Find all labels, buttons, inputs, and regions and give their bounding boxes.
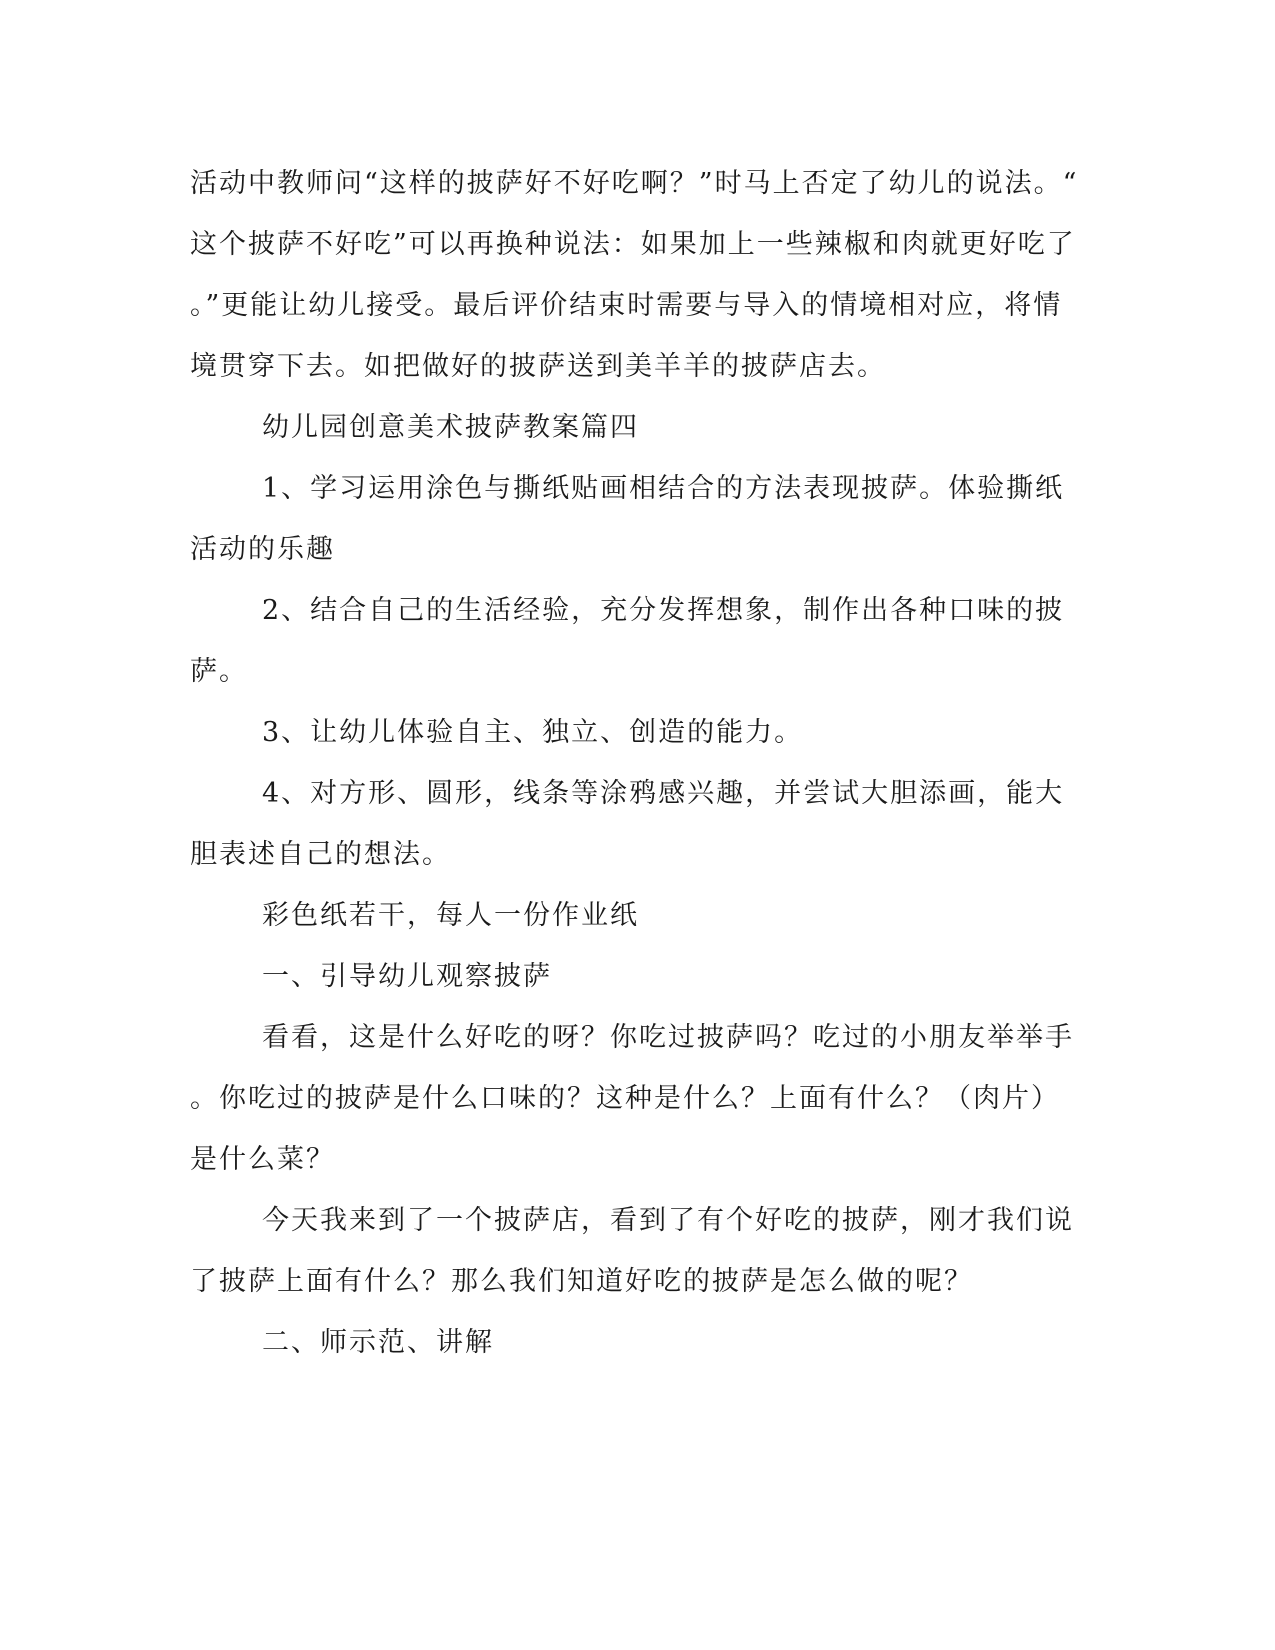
- text-line: 活动的乐趣: [190, 534, 335, 565]
- text-line: 2、结合自己的生活经验，充分发挥想象，制作出各种口味的披: [262, 595, 1065, 626]
- text-line: 。你吃过的披萨是什么口味的？这种是什么？上面有什么？（肉片）: [190, 1083, 1060, 1114]
- text-line: 胆表述自己的想法。: [190, 839, 451, 870]
- text-line: 彩色纸若干，每人一份作业纸: [262, 900, 639, 931]
- text-line: 。”更能让幼儿接受。最后评价结束时需要与导入的情境相对应，将情: [190, 290, 1063, 321]
- text-line: 萨。: [190, 656, 248, 687]
- text-line: 3、让幼儿体验自主、独立、创造的能力。: [262, 717, 804, 748]
- text-line: 活动中教师问“这样的披萨好不好吃啊？”时马上否定了幼儿的说法。“: [190, 168, 1079, 199]
- text-line: 了披萨上面有什么？那么我们知道好吃的披萨是怎么做的呢？: [190, 1266, 973, 1297]
- text-line: 二、师示范、讲解: [262, 1327, 494, 1358]
- text-line: 看看，这是什么好吃的呀？你吃过披萨吗？吃过的小朋友举举手: [262, 1022, 1074, 1053]
- text-line: 是什么菜？: [190, 1144, 335, 1175]
- text-line: 一、引导幼儿观察披萨: [262, 961, 552, 992]
- text-line: 1、学习运用涂色与撕纸贴画相结合的方法表现披萨。体验撕纸: [262, 473, 1065, 504]
- text-line: 今天我来到了一个披萨店，看到了有个好吃的披萨，刚才我们说: [262, 1205, 1074, 1236]
- text-line: 这个披萨不好吃”可以再换种说法：如果加上一些辣椒和肉就更好吃了: [190, 229, 1076, 260]
- section-heading: 幼儿园创意美术披萨教案篇四: [262, 412, 639, 443]
- text-line: 4、对方形、圆形，线条等涂鸦感兴趣，并尝试大胆添画，能大: [262, 778, 1065, 809]
- text-line: 境贯穿下去。如把做好的披萨送到美羊羊的披萨店去。: [190, 351, 886, 382]
